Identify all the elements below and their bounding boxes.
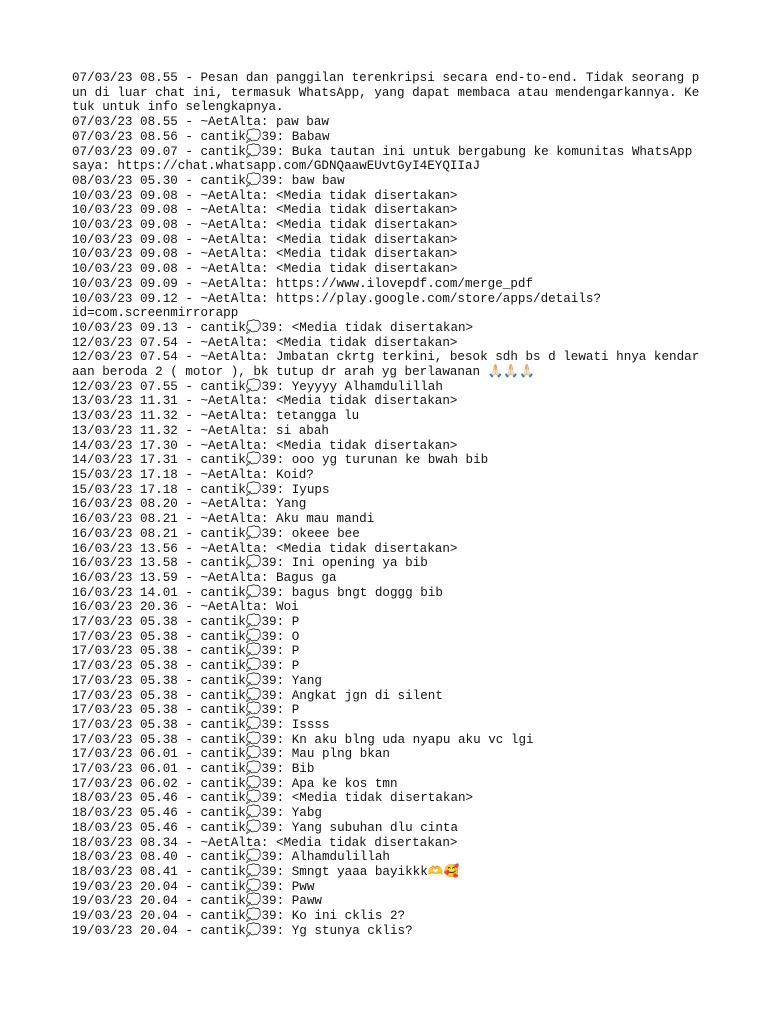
chat-log-line: 07/03/23 09.07 - cantik💭39: Buka tautan ini untuk bergabung ke komunitas WhatsApp saya: https://chat.whatsapp.com/GDNQaawEUvtGyI4EYQIIaJ <box>72 144 700 174</box>
chat-log-line: 16/03/23 20.36 - ~AetAlta: Woi <box>72 600 299 615</box>
chat-log-line: 08/03/23 05.30 - cantik💭39: baw baw <box>72 173 345 188</box>
chat-log-line: 17/03/23 05.38 - cantik💭39: Issss <box>72 717 330 732</box>
chat-log-line: 17/03/23 05.38 - cantik💭39: Yang <box>72 673 322 688</box>
chat-log-line: 10/03/23 09.08 - ~AetAlta: <Media tidak disertakan> <box>72 203 458 218</box>
chat-log-line: 12/03/23 07.54 - ~AetAlta: Jmbatan ckrtg terkini, besok sdh bs d lewati hnya kendaraan beroda 2 ( motor ), bk tutup dr arah yg berlawanan 🙏🏻🙏🏻🙏🏻 <box>72 350 700 380</box>
chat-log-line: 10/03/23 09.13 - cantik💭39: <Media tidak disertakan> <box>72 320 474 335</box>
chat-log-line: 17/03/23 05.38 - cantik💭39: Angkat jgn di silent <box>72 688 443 703</box>
chat-log-line: 14/03/23 17.31 - cantik💭39: ooo yg turunan ke bwah bib <box>72 453 489 468</box>
chat-log-line: 17/03/23 05.38 - cantik💭39: P <box>72 644 300 659</box>
chat-log-line: 14/03/23 17.30 - ~AetAlta: <Media tidak disertakan> <box>72 438 458 453</box>
chat-log-line: 19/03/23 20.04 - cantik💭39: Pww <box>72 879 315 894</box>
chat-log-line: 18/03/23 08.41 - cantik💭39: Smngt yaaa bayikkk🫶🥰 <box>72 864 460 879</box>
chat-log-line: 18/03/23 08.34 - ~AetAlta: <Media tidak disertakan> <box>72 835 458 850</box>
chat-log-line: 17/03/23 06.01 - cantik💭39: Mau plng bkan <box>72 747 390 762</box>
chat-log-line: 10/03/23 09.12 - ~AetAlta: https://play.google.com/store/apps/details? id=com.screenmirrorapp <box>72 291 602 321</box>
chat-log-line: 10/03/23 09.08 - ~AetAlta: <Media tidak disertakan> <box>72 262 458 277</box>
chat-log-line: 10/03/23 09.08 - ~AetAlta: <Media tidak disertakan> <box>72 218 458 233</box>
chat-log-line: 07/03/23 08.55 - ~AetAlta: paw baw <box>72 115 329 130</box>
chat-log-line: 17/03/23 05.38 - cantik💭39: P <box>72 615 300 630</box>
chat-log-line: 10/03/23 09.08 - ~AetAlta: <Media tidak disertakan> <box>72 247 458 262</box>
chat-log-line: 17/03/23 05.38 - cantik💭39: O <box>72 629 300 644</box>
chat-export-document <box>72 71 702 938</box>
chat-log-line: 18/03/23 05.46 - cantik💭39: Yang subuhan dlu cinta <box>72 820 458 835</box>
chat-log-line: 16/03/23 08.20 - ~AetAlta: Yang <box>72 497 307 512</box>
chat-log-line: 16/03/23 13.58 - cantik💭39: Ini opening ya bib <box>72 556 428 571</box>
chat-log-line: 13/03/23 11.32 - ~AetAlta: si abah <box>72 423 329 438</box>
chat-log-line: 17/03/23 06.01 - cantik💭39: Bib <box>72 762 315 777</box>
chat-log-line: 13/03/23 11.31 - ~AetAlta: <Media tidak disertakan> <box>72 394 458 409</box>
chat-log-line: 19/03/23 20.04 - cantik💭39: Paww <box>72 894 322 909</box>
chat-log-line: 17/03/23 06.02 - cantik💭39: Apa ke kos tmn <box>72 776 398 791</box>
chat-log-line: 16/03/23 08.21 - cantik💭39: okeee bee <box>72 526 360 541</box>
chat-log-line: 16/03/23 13.59 - ~AetAlta: Bagus ga <box>72 570 337 585</box>
chat-log-line: 16/03/23 14.01 - cantik💭39: bagus bngt doggg bib <box>72 585 443 600</box>
chat-log-line: 16/03/23 13.56 - ~AetAlta: <Media tidak disertakan> <box>72 541 458 556</box>
chat-log-line: 12/03/23 07.55 - cantik💭39: Yeyyyy Alhamdulillah <box>72 379 443 394</box>
chat-log-line: 16/03/23 08.21 - ~AetAlta: Aku mau mandi <box>72 512 375 527</box>
chat-log-line: 13/03/23 11.32 - ~AetAlta: tetangga lu <box>72 409 360 424</box>
chat-log-line: 12/03/23 07.54 - ~AetAlta: <Media tidak disertakan> <box>72 335 458 350</box>
chat-log-line: 07/03/23 08.55 - Pesan dan panggilan terenkripsi secara end-to-end. Tidak seorang pun di luar chat ini, termasuk WhatsApp, yang dapat membaca atau mendengarkannya. Ketuk untuk info selengkapnya. <box>72 71 700 115</box>
chat-log-line: 19/03/23 20.04 - cantik💭39: Yg stunya cklis? <box>72 923 413 938</box>
chat-log-line: 17/03/23 05.38 - cantik💭39: P <box>72 659 300 674</box>
chat-log-line: 17/03/23 05.38 - cantik💭39: Kn aku blng uda nyapu aku vc lgi <box>72 732 534 747</box>
chat-log-line: 15/03/23 17.18 - ~AetAlta: Koid? <box>72 467 314 482</box>
chat-log-line: 19/03/23 20.04 - cantik💭39: Ko ini cklis 2? <box>72 909 406 924</box>
chat-log-line: 07/03/23 08.56 - cantik💭39: Babaw <box>72 129 330 144</box>
chat-log-line: 18/03/23 08.40 - cantik💭39: Alhamdulillah <box>72 850 390 865</box>
chat-log-line: 18/03/23 05.46 - cantik💭39: <Media tidak disertakan> <box>72 791 474 806</box>
chat-log-line: 18/03/23 05.46 - cantik💭39: Yabg <box>72 806 322 821</box>
chat-log-line: 10/03/23 09.08 - ~AetAlta: <Media tidak disertakan> <box>72 188 458 203</box>
chat-log-line: 17/03/23 05.38 - cantik💭39: P <box>72 703 300 718</box>
chat-log-line: 10/03/23 09.08 - ~AetAlta: <Media tidak disertakan> <box>72 232 458 247</box>
chat-log-line: 15/03/23 17.18 - cantik💭39: Iyups <box>72 482 330 497</box>
chat-log-line: 10/03/23 09.09 - ~AetAlta: https://www.ilovepdf.com/merge_pdf <box>72 276 534 291</box>
